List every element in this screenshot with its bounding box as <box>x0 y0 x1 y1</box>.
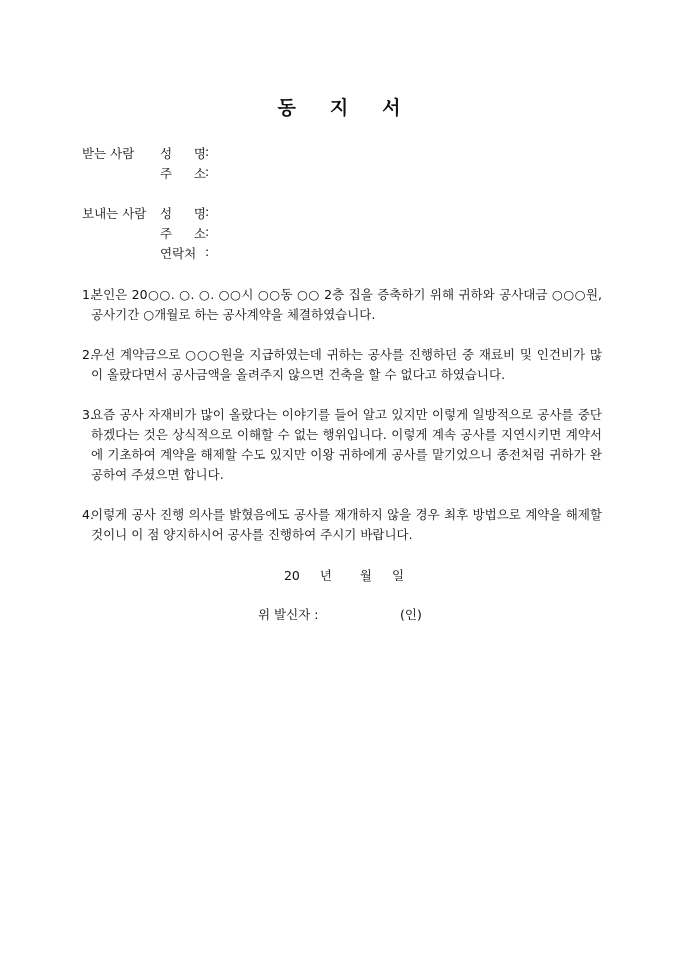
document-title <box>0 93 680 120</box>
signature-label: 위 발신자 : <box>258 607 319 622</box>
title-char: 지 <box>329 97 351 119</box>
paragraph-number: 4. <box>82 507 94 522</box>
title-char: 서 <box>382 97 403 119</box>
recipient-address-label: 주 소 <box>160 166 206 181</box>
date-day: 일 <box>391 568 405 583</box>
date-month: 월 <box>359 568 372 583</box>
paragraph-number: 2. <box>82 347 94 362</box>
paragraph-2 <box>82 345 602 385</box>
sender-contact-colon: : <box>205 244 210 259</box>
sender-name-colon: : <box>205 204 210 219</box>
paragraph-text: 요즘 공사 자재비가 많이 올랐다는 이야기를 들어 알고 있지만 이렇게 일방적으로 공사를 중단하겠다는 것은 상식적으로 이해할 수 없는 행위입니다. 이렇게 계속 공사를 지연시키면 계약서에 기초하여 계약을 해제할 수도 있지만 이왕 귀하에게 공사를 맡기었으니 종전처럼 귀하가 완공하여 주셨으면 합니다. <box>91 407 602 482</box>
paragraph-text: 우선 계약금으로 ○○○원을 지급하였는데 귀하는 공사를 진행하던 중 재료비 및 인건비가 많이 올랐다면서 공사금액을 올려주지 않으면 건축을 할 수 없다고 하였습니다. <box>91 347 602 382</box>
paragraph-number: 3. <box>82 407 94 422</box>
sender-contact-label: 연락처 <box>160 246 197 261</box>
recipient-name-label: 성 명 <box>160 146 206 161</box>
paragraph-4 <box>82 505 602 545</box>
date-line <box>0 566 680 584</box>
sender-address-colon: : <box>205 224 210 239</box>
recipient-name-colon: : <box>205 144 210 159</box>
sender-role: 보내는 사람 <box>82 206 147 221</box>
paragraph-text: 이렇게 공사 진행 의사를 밝혔음에도 공사를 재개하지 않을 경우 최후 방법으로 계약을 해제할 것이니 이 점 양지하시어 공사를 진행하여 주시기 바랍니다. <box>91 507 602 542</box>
paragraph-1 <box>82 285 602 325</box>
recipient-address-colon: : <box>205 164 210 179</box>
sender-address-label: 주 소 <box>160 226 206 241</box>
sender-name-label: 성 명 <box>160 206 206 221</box>
paragraph-number: 1. <box>82 287 94 302</box>
date-year: 20 년 <box>283 568 332 583</box>
signature-seal: (인) <box>400 607 422 622</box>
paragraph-3 <box>82 405 602 485</box>
title-char: 동 <box>277 97 298 119</box>
paragraph-text: 본인은 20○○. ○. ○. ○○시 ○○동 ○○ 2층 집을 증축하기 위해 귀하와 공사대금 ○○○원, 공사기간 ○개월로 하는 공사계약을 체결하였습니다. <box>91 287 602 322</box>
recipient-role: 받는 사람 <box>82 146 135 161</box>
